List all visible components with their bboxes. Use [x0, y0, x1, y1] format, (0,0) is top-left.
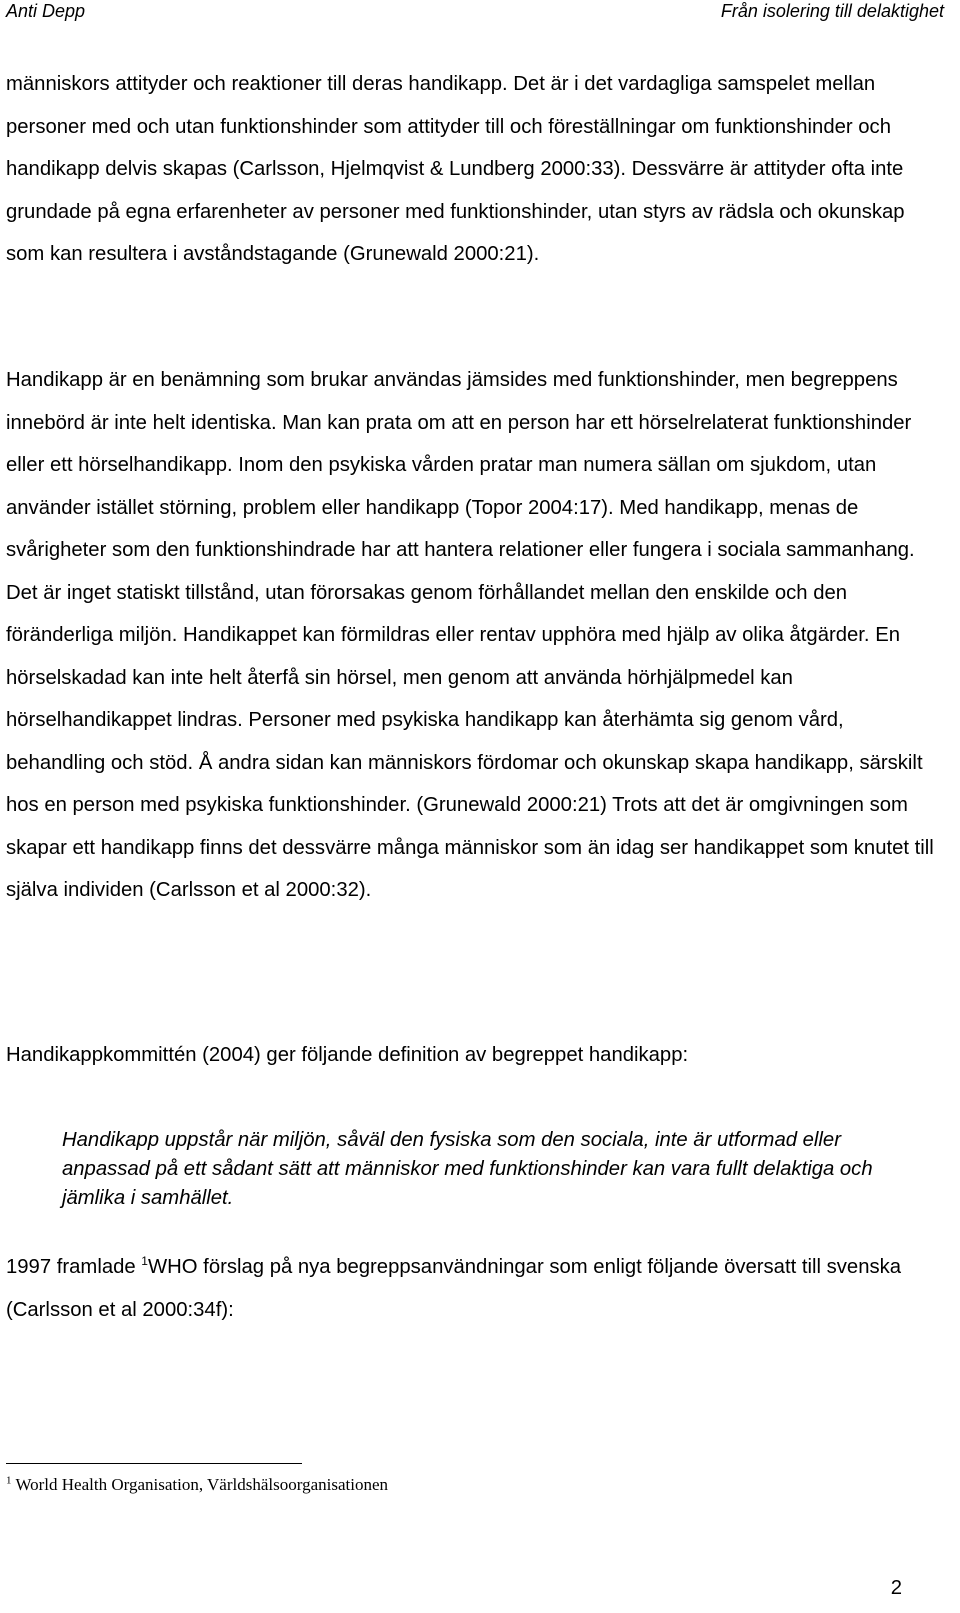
page-header	[6, 0, 944, 24]
who-text-before: 1997 framlade	[6, 1256, 142, 1278]
page-number: 2	[890, 1577, 902, 1599]
footnote	[6, 1472, 388, 1498]
definition-quote: Handikapp uppstår när miljön, såväl den fysiska som den sociala, inte är utformad eller anpassad på ett sådant sätt att människor med funktionshinder kan vara fullt delaktiga och jämlika i samhället.	[62, 1129, 873, 1209]
paragraph-who	[6, 1246, 936, 1331]
footnote-reference[interactable]: 1	[141, 1254, 148, 1269]
who-text-after: WHO förslag på nya begreppsanvändningar som enligt följande översatt till svenska (Carlsson et al 2000:34f):	[6, 1256, 902, 1321]
footnote-marker: 1	[6, 1474, 12, 1487]
paragraph-attitudes: människors attityder och reaktioner till deras handikapp. Det är i det vardagliga samspelet mellan personer med och utan funktionshinder som attityder till och föreställningar om funktionshinder och handikapp delvis skapas (Carlsson, Hjelmqvist & Lundberg 2000:33). Dessvärre är attityder ofta inte grundade på egna erfarenheter av personer med funktionshinder, utan styrs av rädsla och okunskap som kan resultera i avståndstagande (Grunewald 2000:21).	[6, 73, 905, 265]
footnote-text: World Health Organisation, Världshälsoorganisationen	[11, 1475, 389, 1494]
header-title: Från isolering till delaktighet	[720, 1, 944, 21]
header-author: Anti Depp	[6, 1, 86, 21]
footnote-divider	[6, 1463, 302, 1464]
paragraph-definition-intro: Handikappkommittén (2004) ger följande definition av begreppet handikapp:	[6, 1044, 689, 1066]
paragraph-handicap: Handikapp är en benämning som brukar användas jämsides med funktionshinder, men begreppens innebörd är inte helt identiska. Man kan prata om att en person har ett hörselrelaterat funktionshinder eller ett hörselhandikapp. Inom den psykiska vården pratar man numera sällan om sjukdom, utan använder istället störning, problem eller handikapp (Topor 2004:17). Med handikapp, menas de svårigheter som den funktionshindrade har att hantera relationer eller fungera i sociala sammanhang. Det är inget statiskt tillstånd, utan förorsakas genom förhållandet mellan den enskilde och den föränderliga miljön. Handikappet kan förmildras eller rentav upphöra med hjälp av olika åtgärder. En hörselskadad kan inte helt återfå sin hörsel, men genom att använda hörhjälpmedel kan hörselhandikappet lindras. Personer med psykiska handikapp kan återhämta sig genom vård, behandling och stöd. Å andra sidan kan människors fördomar och okunskap skapa handikapp, särskilt hos en person med psykiska funktionshinder. (Grunewald 2000:21) Trots att det är omgivningen som skapar ett handikapp finns det dessvärre många människor som än idag ser handikappet som knutet till själva individen (Carlsson et al 2000:32).	[6, 369, 934, 901]
